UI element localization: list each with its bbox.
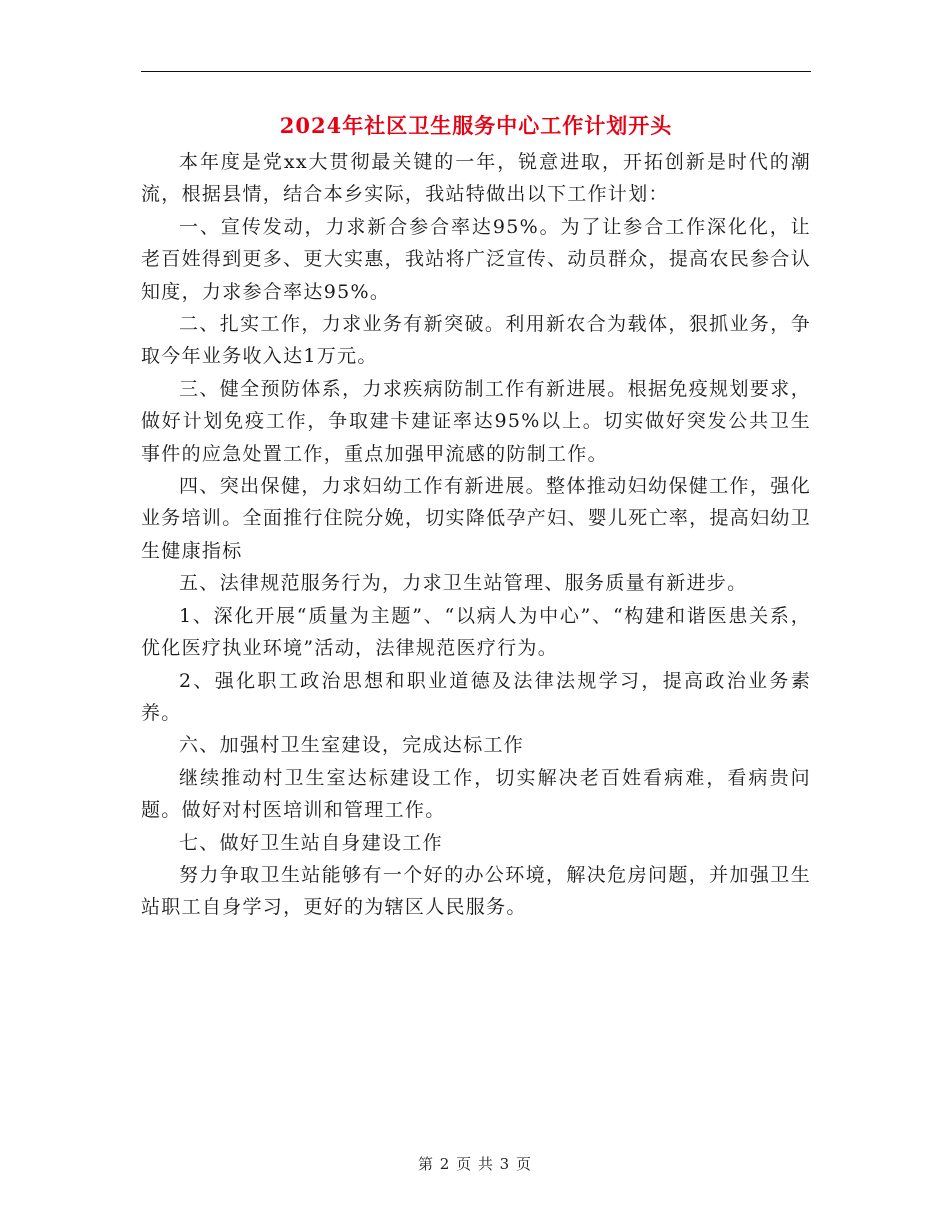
paragraph-item-4: 四、突出保健，力求妇幼工作有新进展。整体推动妇幼保健工作，强化业务培训。全面推行住院分娩，切实降低孕产妇、婴儿死亡率，提高妇幼卫生健康指标 [141,475,811,562]
paragraph-item-7: 七、做好卫生站自身建设工作 [179,831,443,854]
paragraph-item-5-sub-2: 2、强化职工政治思想和职业道德及法律法规学习，提高政治业务素养。 [141,669,811,724]
paragraph-item-5: 五、法律规范服务行为，力求卫生站管理、服务质量有新进步。 [179,572,748,595]
paragraph-intro: 本年度是党xx大贯彻最关键的一年，锐意进取，开拓创新是时代的潮流，根据县情，结合本乡实际，我站特做出以下工作计划： [141,151,811,206]
paragraph-item-3: 三、健全预防体系，力求疾病防制工作有新进展。根据免疫规划要求，做好计划免疫工作，争取建卡建证率达95%以上。切实做好突发公共卫生事件的应急处置工作，重点加强甲流感的防制工作。 [141,377,811,465]
header-rule [141,71,811,72]
paragraph-item-5-sub-1: 1、深化开展“质量为主题”、“以病人为中心”、“构建和谐医患关系，优化医疗执业环境”活动，法律规范医疗行为。 [141,604,811,660]
page-number-label: 第 2 页 共 3 页 [418,1155,532,1173]
document-title: 2024年社区卫生服务中心工作计划开头 [279,113,673,138]
paragraph-item-7-detail: 努力争取卫生站能够有一个好的办公环境，解决危房问题，并加强卫生站职工自身学习，更好的为辖区人民服务。 [141,863,811,919]
document-body [141,146,811,924]
paragraph-item-2: 二、扎实工作，力求业务有新突破。利用新农合为载体，狠抓业务，争取今年业务收入达1万元。 [141,313,811,368]
paragraph-item-6: 六、加强村卫生室建设，完成达标工作 [179,734,525,757]
paragraph-item-1: 一、宣传发动，力求新合参合率达95%。为了让参合工作深化化，让老百姓得到更多、更大实惠，我站将广泛宣传、动员群众，提高农民参合认知度，力求参合率达95%。 [141,215,811,303]
page-footer [0,1154,950,1174]
paragraph-item-6-detail: 继续推动村卫生室达标建设工作，切实解决老百姓看病难，看病贵问题。做好对村医培训和管理工作。 [141,766,811,822]
